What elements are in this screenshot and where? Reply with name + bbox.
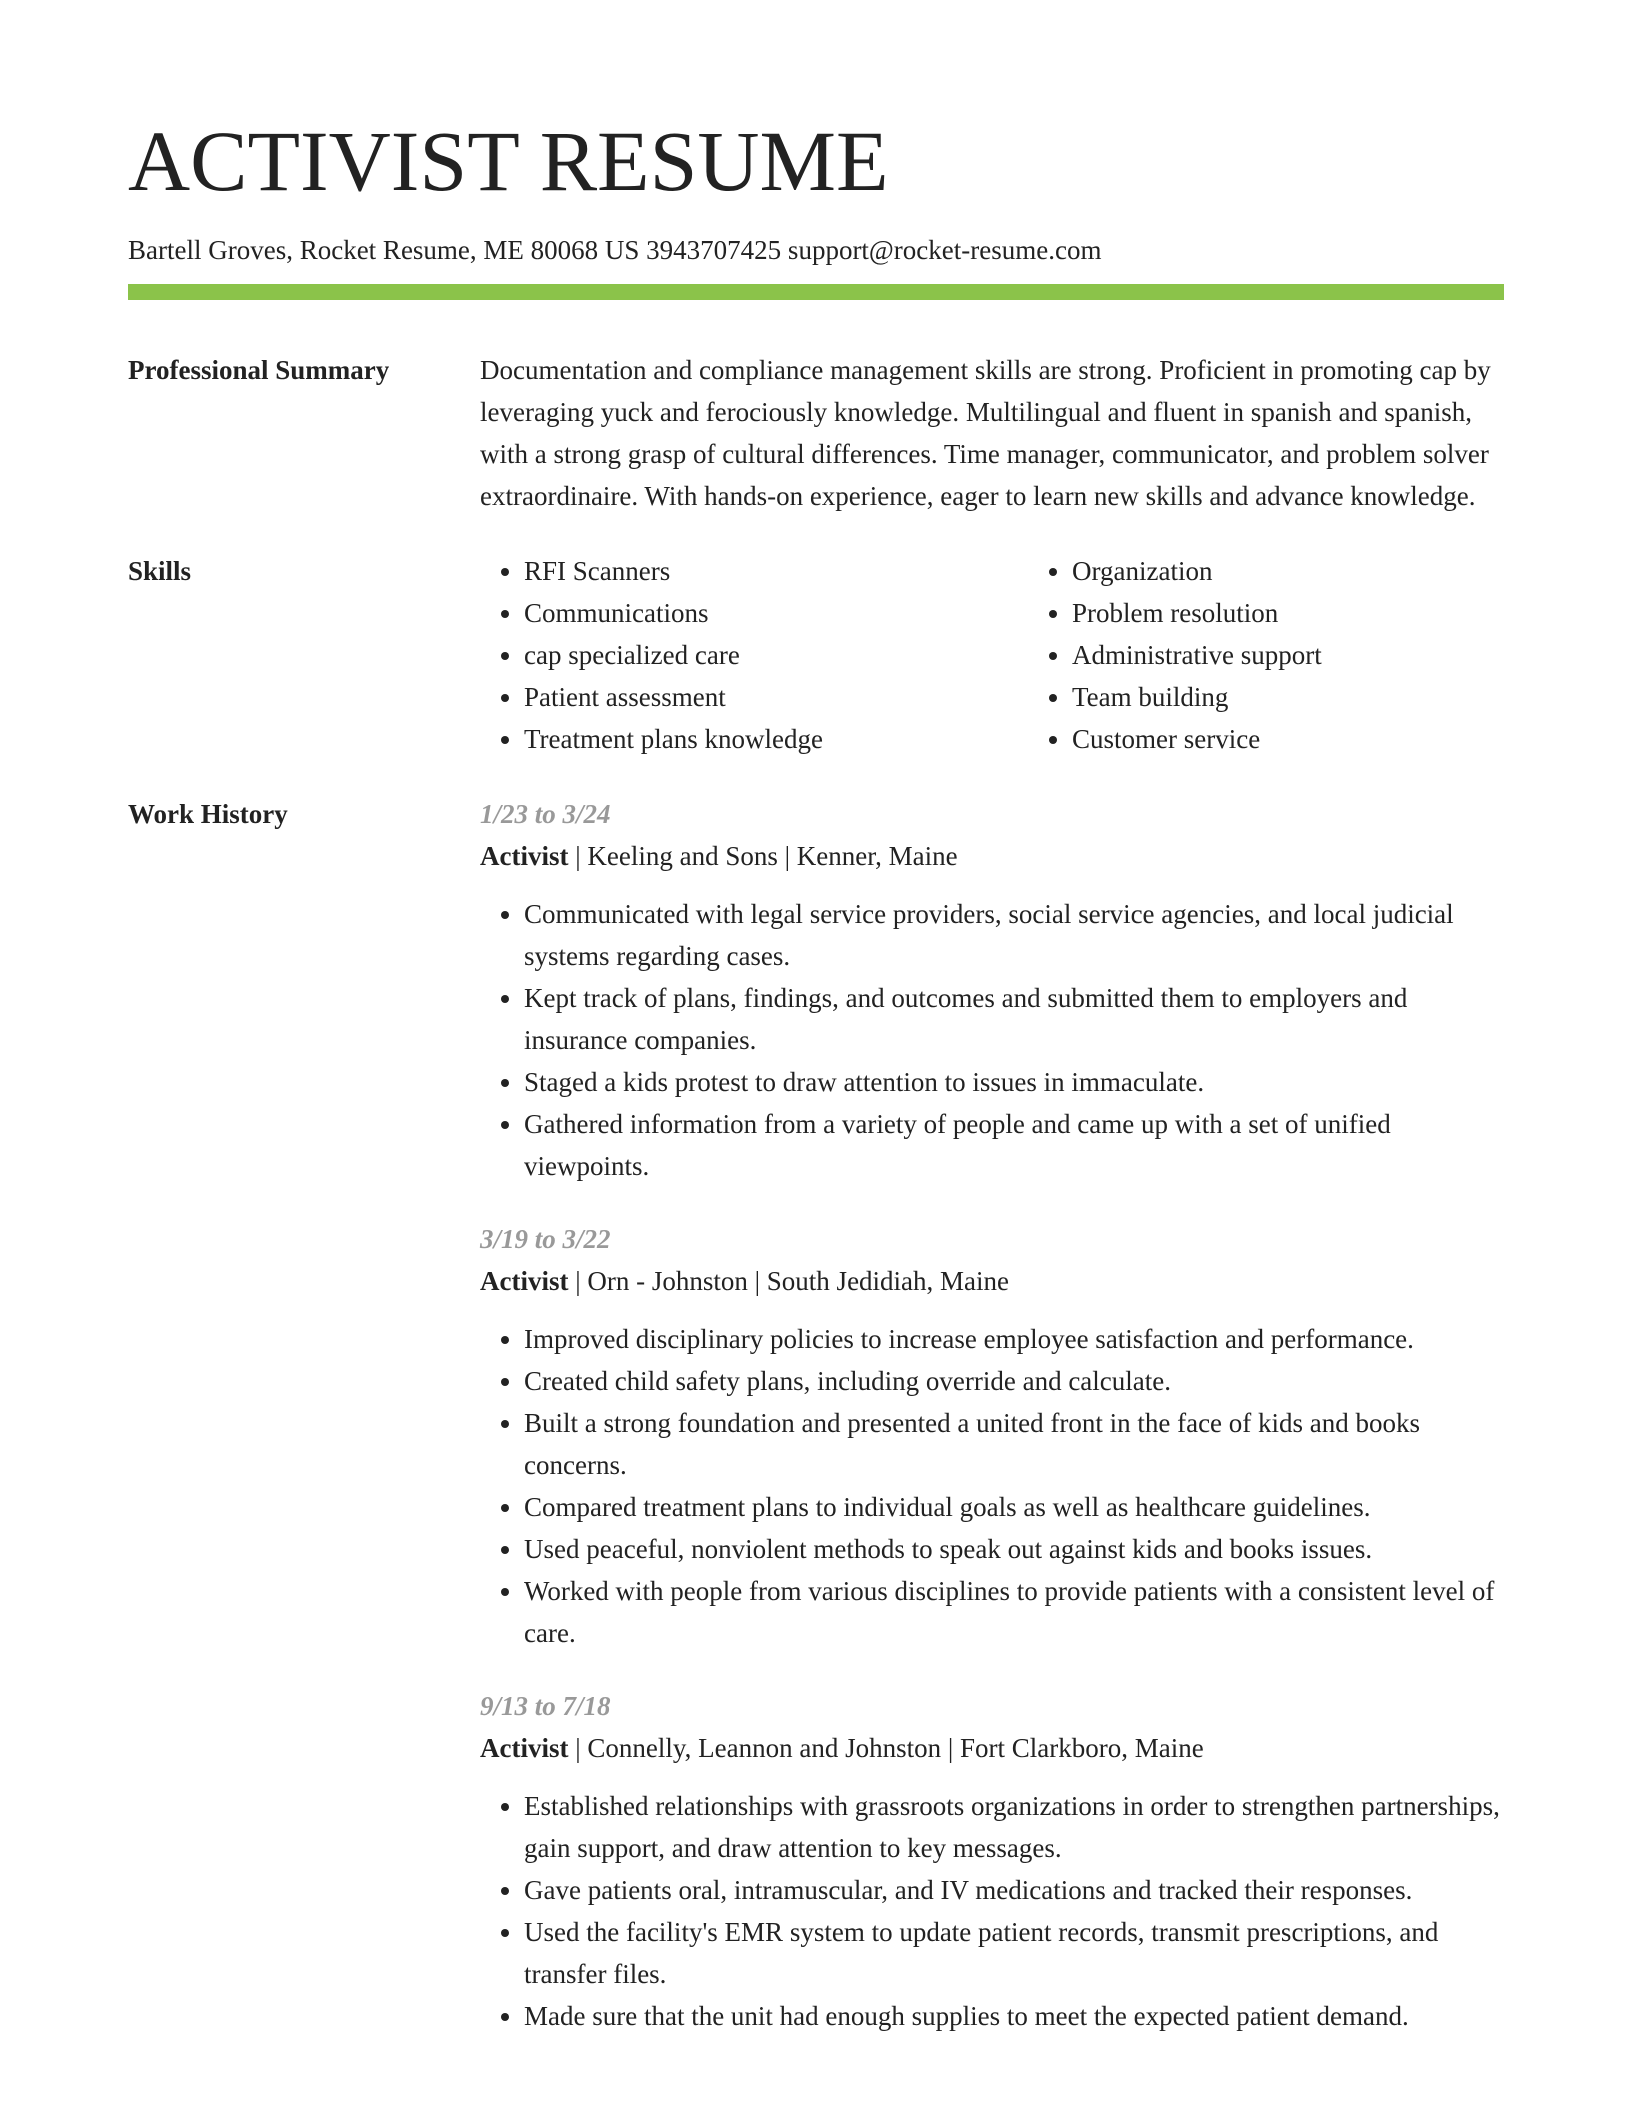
job-title-line [480,1727,1504,1769]
job-entry [480,1218,1504,1654]
skill-item: • Organization [1072,550,1576,592]
job-bullets [480,893,1504,1187]
job-details: | Connelly, Leannon and Johnston | Fort Clarkboro, Maine [568,1733,1204,1764]
job-bullet: • Compared treatment plans to individual goals as well as healthcare guidelines. [524,1486,1504,1528]
summary-label: Professional Summary [128,355,390,386]
resume-page [128,113,1504,2068]
job-bullet: • Used the facility's EMR system to update patient records, transmit prescriptions, and transfer files. [524,1911,1504,1995]
job-dates: 1/23 to 3/24 [480,799,611,830]
job-details: | Orn - Johnston | South Jedidiah, Maine [568,1266,1010,1297]
skill-item: • Communications [524,592,1028,634]
job-bullet: • Created child safety plans, including override and calculate. [524,1360,1504,1402]
job-dates: 9/13 to 7/18 [480,1691,611,1722]
job-bullet: • Kept track of plans, findings, and outcomes and submitted them to employers and insurance companies. [524,977,1504,1061]
skill-item: • Problem resolution [1072,592,1576,634]
work-history-label: Work History [128,799,288,830]
job-details: | Keeling and Sons | Kenner, Maine [568,841,958,872]
skill-item: • RFI Scanners [524,550,1028,592]
job-bullet: • Established relationships with grassroots organizations in order to strengthen partnerships, gain support, and draw attention to key messages. [524,1785,1504,1869]
contact-line: Bartell Groves, Rocket Resume, ME 80068 US 3943707425 support@rocket-resume.com [128,235,1102,265]
summary-section [128,349,1504,517]
skills-grid [480,550,1576,760]
job-bullets [480,1785,1504,2037]
job-dates: 3/19 to 3/22 [480,1224,611,1255]
job-entry [480,793,1504,1187]
job-title-line [480,835,1504,877]
job-bullet: • Staged a kids protest to draw attention to issues in immaculate. [524,1061,1504,1103]
job-bullets [480,1318,1504,1654]
skill-item: • Team building [1072,676,1576,718]
job-title: Activist [480,1266,569,1297]
job-bullet: • Communicated with legal service providers, social service agencies, and local judicial systems regarding cases. [524,893,1504,977]
skill-item: • Patient assessment [524,676,1028,718]
job-bullet: • Made sure that the unit had enough supplies to meet the expected patient demand. [524,1995,1504,2037]
skill-item: • Treatment plans knowledge [524,718,1028,760]
job-title-line [480,1260,1504,1302]
skill-item: • Customer service [1072,718,1576,760]
summary-text: Documentation and compliance management skills are strong. Proficient in promoting cap by leveraging yuck and ferociously knowledge. Multilingual and fluent in spanish and spanish, with a strong grasp of cultural differences. Time manager, communicator, and problem solver extraordinaire. With hands-on experience, eager to learn new skills and advance knowledge. [480,355,1491,512]
skill-item: • Administrative support [1072,634,1576,676]
skills-section [128,550,1504,760]
job-entry [480,1685,1504,2037]
job-bullet: • Improved disciplinary policies to increase employee satisfaction and performance. [524,1318,1504,1360]
skills-left-column [480,550,1028,760]
job-bullet: • Worked with people from various disciplines to provide patients with a consistent level of care. [524,1570,1504,1654]
job-bullet: • Gathered information from a variety of people and came up with a set of unified viewpoints. [524,1103,1504,1187]
header-divider [128,284,1504,300]
skills-right-column [1028,550,1576,760]
job-bullet: • Built a strong foundation and presented a united front in the face of kids and books concerns. [524,1402,1504,1486]
job-bullet: • Gave patients oral, intramuscular, and IV medications and tracked their responses. [524,1869,1504,1911]
work-history-list [480,793,1504,2068]
work-history-section [128,793,1504,2068]
job-bullet: • Used peaceful, nonviolent methods to speak out against kids and books issues. [524,1528,1504,1570]
resume-title: ACTIVIST RESUME [128,113,889,209]
job-title: Activist [480,841,569,872]
job-title: Activist [480,1733,569,1764]
skill-item: • cap specialized care [524,634,1028,676]
skills-label: Skills [128,556,192,587]
